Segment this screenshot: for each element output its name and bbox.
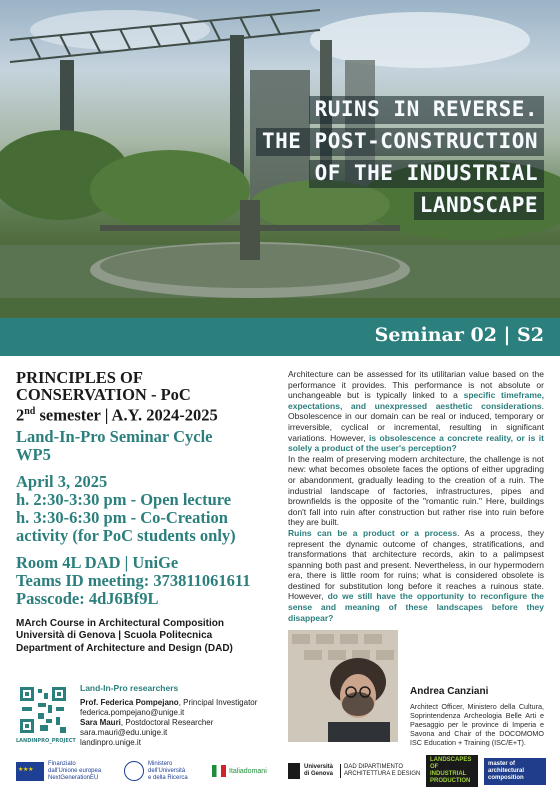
speaker-portrait [288, 630, 398, 742]
eu-logo: ★ ★ ★ Finanziato dall'Unione europea NextGenerationEU [16, 758, 101, 784]
abstract [288, 369, 544, 623]
title-line-3: OF THE INDUSTRIAL [309, 160, 544, 188]
qr-label: LANDINPRO_PROJECT [16, 738, 76, 744]
partner-logos [0, 752, 560, 792]
speaker-bio: Architect Officer, Ministero della Cultura, Soprintendenza Archeologia Belle Arti e Paesaggio per le province di Imperia e Savona and Chair of the DOCOMOMO ISC Education + Training (ISC/E+T). [410, 702, 544, 747]
time-co-creation-note: activity (for PoC students only) [16, 525, 236, 545]
researchers-heading: Land-In-Pro researchers [80, 683, 179, 693]
cycle-1: Land-In-Pro Seminar Cycle [16, 426, 213, 446]
speaker-photo [288, 630, 398, 742]
cycle-2: WP5 [16, 444, 51, 464]
mur-emblem-icon [124, 761, 144, 781]
dad-logo: DAD DIPARTIMENTO ARCHITETTURA E DESIGN [340, 758, 420, 784]
title-line-1: RUINS IN REVERSE. [309, 96, 544, 124]
landinpro-logo: LANDSCAPES OF INDUSTRIAL PRODUCTION [426, 758, 478, 784]
speaker-name: Andrea Canziani [410, 686, 489, 697]
event-info [16, 369, 278, 655]
qr-code-icon[interactable] [18, 685, 68, 735]
unige-logo: Università di Genova [288, 758, 333, 784]
abstract-p1: Architecture can be assessed for its utilitarian value based on the performance it provides. This performance is not absolute or unchangeable but is typically linked to a specific timeframe, expectations, and unexpressed aesthetic considerations. Obsolescence in our domain can be real or induced, temporary or irreversible, cyclical or incremental, resulting in significant variations. However, is obsolescence a concrete reality, or is it solely a product of the user's perception? [288, 369, 545, 454]
march-logo: master of architectural composition [484, 758, 546, 784]
mur-logo: Ministero dell'Università e della Ricerca [124, 758, 188, 784]
course-info: MArch Course in Architectural Composition Università di Genova | Scuola Politecnica Department of Architecture and Design (DAD) [16, 617, 233, 654]
time-open-lecture: h. 2:30-3:30 pm - Open lecture [16, 489, 232, 509]
abstract-p3: Ruins can be a product or a process. As a process, they represent the dynamic outcome of changes, stratifications, and transformations that architecture records, akin to a palimpsest spanning both past and present. Nevertheless, in our hypermodern era, there is little room for ruins; what is considered obsolete is destined for substitution long before it reaches a ruinous state. However, do we still have the opportunity to reconfigure the sense and meaning of these landscapes before they disappear? [288, 527, 545, 623]
researcher-2-email[interactable]: sara.mauri@edu.unige.it [80, 728, 168, 737]
researcher-1: Prof. Federica Pompejano, Principal Investigator [80, 698, 258, 707]
course-title-1: PRINCIPLES OF [16, 368, 143, 387]
abstract-p2: In the realm of preserving modern architecture, the challenge is not new: what becomes obsolete faces the options of either upgrading or abandonment, gradually leading to the creation of a ruin. The industrial landscape of factories, infrastructures, pipes and brownfields is the opposite of the "romantic ruin." Here, buildings don't fall into ruin after construction but rather rise into ruin before they are built. [288, 453, 544, 528]
event-title [256, 96, 544, 224]
room: Room 4L DAD | UniGe [16, 552, 179, 572]
passcode: Passcode: 4dJ6Bf9L [16, 588, 159, 608]
researchers-list [80, 683, 280, 748]
unige-emblem-icon [288, 763, 300, 779]
title-line-2: THE POST-CONSTRUCTION [256, 128, 544, 156]
seminar-bar [0, 318, 560, 356]
italiadomani-logo: Italiadomani [212, 758, 267, 784]
project-website[interactable]: landinpro.unige.it [80, 738, 141, 747]
title-line-4: LANDSCAPE [414, 192, 544, 220]
semester: 2nd semester | A.Y. 2024-2025 [16, 405, 218, 425]
researcher-2: Sara Mauri, Postdoctoral Researcher [80, 718, 214, 727]
italy-flag-icon [212, 765, 226, 777]
researcher-1-email[interactable]: federica.pompejano@unige.it [80, 708, 185, 717]
eu-flag-icon [16, 762, 44, 781]
hero-image [0, 0, 560, 318]
teams-id[interactable]: Teams ID meeting: 373811061611 [16, 570, 251, 590]
time-co-creation: h. 3:30-6:30 pm - Co-Creation [16, 507, 228, 527]
researchers [16, 683, 276, 747]
seminar-label: Seminar 02 | S2 [374, 324, 544, 346]
event-date: April 3, 2025 [16, 471, 108, 491]
course-title-2: CONSERVATION - PoC [16, 385, 191, 404]
